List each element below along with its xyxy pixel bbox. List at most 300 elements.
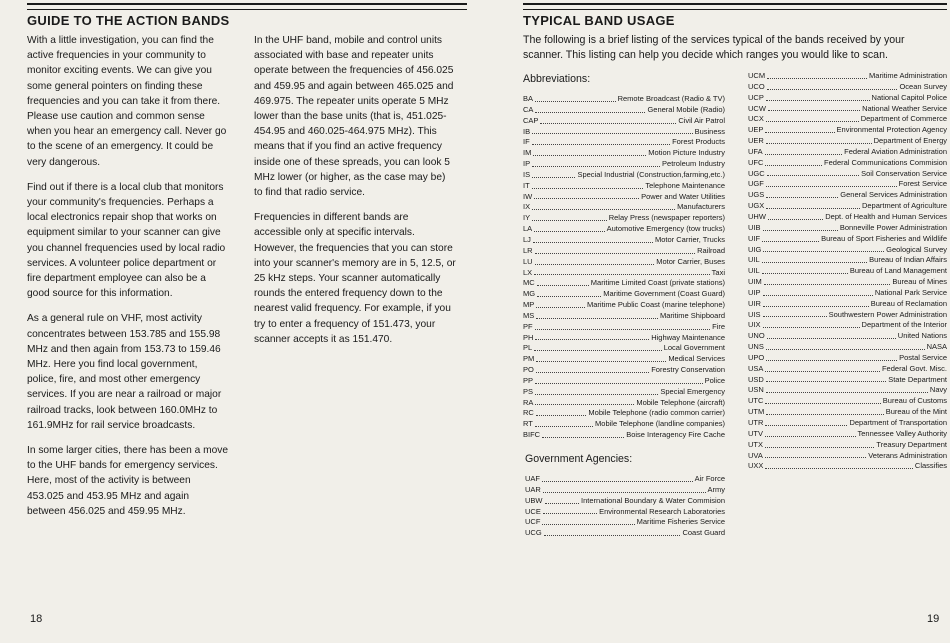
list-item <box>748 407 947 418</box>
abbreviation-description: Special Emergency <box>660 386 725 396</box>
abbreviation-code: UCG <box>525 528 542 538</box>
abbreviation-code: UCW <box>748 103 766 113</box>
leader-dots <box>532 181 644 189</box>
leader-dots <box>767 331 896 339</box>
leader-dots <box>542 474 693 482</box>
list-item <box>523 137 725 148</box>
abbreviation-code: MP <box>523 300 535 310</box>
abbreviation-code: IY <box>523 213 531 223</box>
abbreviation-code: UCF <box>525 517 541 527</box>
abbreviation-description: Tennessee Valley Authority <box>857 428 947 438</box>
list-item <box>748 169 947 180</box>
list-item <box>748 288 947 299</box>
leader-dots <box>536 300 585 308</box>
leader-dots <box>765 440 874 448</box>
leader-dots <box>536 311 658 319</box>
abbreviation-description: State Department <box>888 374 947 384</box>
leader-dots <box>535 398 634 406</box>
list-item <box>523 333 725 344</box>
page-title: TYPICAL BAND USAGE <box>523 13 675 28</box>
leader-dots <box>536 365 649 373</box>
paragraph: In the UHF band, mobile and control units associated with base and repeater units operate between the frequencies of 456.025 and 459.95 and again between 465.025 and 469.975. The repeater units operate 5 MHz lower than the base units (that is, 451.025-454.95 and 460.025-464.975 MHz). This means that if you find an active frequency inside one of these spreads, you can look 5 MHz lower (or higher, as the case may be) to find that radio service. <box>254 35 454 199</box>
abbreviation-code: LX <box>523 267 533 277</box>
abbreviation-description: Motion Picture Industry <box>648 148 725 158</box>
abbreviation-code: USA <box>748 363 764 373</box>
list-item <box>748 234 947 245</box>
abbreviation-description: Environmental Protection Agency <box>836 125 947 135</box>
abbreviation-code: RT <box>523 419 533 429</box>
abbreviation-code: UNS <box>748 342 764 352</box>
left-column-2 <box>254 33 456 357</box>
page-title: GUIDE TO THE ACTION BANDS <box>27 13 230 28</box>
list-item <box>748 82 947 93</box>
leader-dots <box>535 376 703 384</box>
abbreviation-code: USN <box>748 385 764 395</box>
list-item <box>748 125 947 136</box>
list-item <box>523 181 725 192</box>
list-item <box>523 159 725 170</box>
abbreviation-code: LJ <box>523 234 531 244</box>
leader-dots <box>537 278 589 286</box>
abbreviation-code: CAP <box>523 115 539 125</box>
leader-dots <box>763 310 827 318</box>
list-item <box>523 105 725 116</box>
list-item <box>748 71 947 82</box>
list-item <box>748 299 947 310</box>
list-item <box>525 517 725 528</box>
abbreviation-description: Boise Interagency Fire Cache <box>626 430 725 440</box>
list-item <box>523 311 725 322</box>
intro-text: The following is a brief listing of the services typical of the bands received by your scanner. This listing can help you decide which ranges you would like to scan. <box>523 34 905 61</box>
paragraph: As a general rule on VHF, most activity concentrates between 153.785 and 155.98 MHz and then again from 153.73 to 159.46 MHz. Here you find local government, police, fire, and most other emergency services. If you are near a railroad or major railroad tracks, look between 160.0MHz to 161.9MHz for rail service broadcasts. <box>27 313 222 431</box>
abbreviation-code: UIR <box>748 298 761 308</box>
leader-dots <box>533 148 646 156</box>
leader-dots <box>543 485 706 493</box>
abbreviation-code: UFC <box>748 157 764 167</box>
leader-dots <box>542 430 624 438</box>
abbreviation-description: Police <box>704 375 725 385</box>
abbreviation-description: Railroad <box>697 245 725 255</box>
list-item <box>748 136 947 147</box>
abbreviation-description: Medical Services <box>668 354 725 364</box>
abbreviation-code: IT <box>523 180 530 190</box>
abbreviation-description: United Nations <box>897 331 947 341</box>
top-rule-thin <box>27 9 467 10</box>
abbreviation-code: PF <box>523 321 533 331</box>
list-item <box>523 268 725 279</box>
leader-dots <box>543 507 597 515</box>
abbreviation-code: IS <box>523 169 531 179</box>
abbreviation-description: Department of Transportation <box>849 418 947 427</box>
abbreviation-code: UIF <box>748 233 761 243</box>
abbreviation-description: Postal Service <box>899 352 947 362</box>
list-item <box>523 354 725 365</box>
leader-dots <box>765 451 866 459</box>
abbreviation-code: IW <box>523 191 533 201</box>
abbreviation-description: Power and Water Utilities <box>641 191 725 201</box>
abbreviation-code: UIL <box>748 255 760 265</box>
list-item <box>748 331 947 342</box>
leader-dots <box>532 213 607 221</box>
abbreviation-code: UCP <box>748 92 764 102</box>
abbreviation-description: Air Force <box>694 474 725 483</box>
abbreviation-description: Remote Broadcast (Radio & TV) <box>617 94 725 103</box>
leader-dots <box>535 246 695 254</box>
leader-dots <box>763 299 869 307</box>
abbreviation-description: Geological Survey <box>886 244 947 254</box>
abbreviation-code: UTR <box>748 418 764 427</box>
list-item <box>748 190 947 201</box>
abbreviation-code: UIS <box>748 309 761 319</box>
list-item <box>523 127 725 138</box>
leader-dots <box>534 192 639 200</box>
abbreviation-description: Army <box>707 484 725 494</box>
list-item <box>523 289 725 300</box>
leader-dots <box>762 255 867 263</box>
leader-dots <box>767 71 867 79</box>
paragraph: Find out if there is a local club that monitors your community's frequencies. Perhaps a local electronics repair shop that works on equipment similar to your scanner can give you channel frequencies used by local radio services. A volunteer police department or fire department employee can also be a good source for this information. <box>27 181 226 300</box>
list-item <box>748 364 947 375</box>
list-item <box>748 158 947 169</box>
paragraph: Frequencies in different bands are accessible only at specific intervals. However, the frequencies that you can store into your scanner's memory are in 5, 12.5, or 25 kHz steps. Your scanner automatically rounds the entered frequency down to the nearest valid frequency. For example, if you try to enter a frequency of 151.473, your scanner accepts it as 151.470. <box>254 212 456 345</box>
leader-dots <box>765 461 912 469</box>
list-item <box>748 396 947 407</box>
leader-dots <box>767 82 898 90</box>
list-item <box>523 430 725 441</box>
list-item <box>748 147 947 158</box>
leader-dots <box>535 94 616 102</box>
abbreviation-description: Maritime Limited Coast (private stations) <box>590 278 725 288</box>
leader-dots <box>765 158 822 166</box>
list-item <box>748 223 947 234</box>
abbreviation-code: UER <box>748 136 764 146</box>
abbreviation-description: Dept. of Health and Human Services <box>825 211 947 221</box>
abbreviation-description: Mobile Telephone (landline companies) <box>595 419 725 429</box>
list-item <box>525 528 725 539</box>
abbreviation-description: Special Industrial (Construction,farming,etc.) <box>577 169 725 179</box>
abbreviation-code: PP <box>523 375 534 385</box>
abbreviation-code: UTM <box>748 407 765 417</box>
list-item <box>523 408 725 419</box>
leader-dots <box>763 245 884 253</box>
abbreviation-description: Navy <box>929 385 947 395</box>
list-item <box>748 353 947 364</box>
list-item <box>523 300 725 311</box>
leader-dots <box>763 223 838 231</box>
abbreviation-description: Veterans Administration <box>868 450 947 460</box>
abbreviation-description: Business <box>694 126 725 136</box>
abbreviation-description: Petroleum Industry <box>662 159 725 169</box>
abbreviation-code: MS <box>523 310 535 320</box>
list-item <box>523 257 725 268</box>
abbreviation-code: IF <box>523 137 530 147</box>
leader-dots <box>532 127 692 135</box>
abbreviation-description: Bureau of Reclamation <box>870 298 947 308</box>
list-item <box>748 245 947 256</box>
leader-dots <box>536 354 666 362</box>
list-item <box>523 376 725 387</box>
abbreviation-description: National Weather Service <box>862 103 947 113</box>
abbreviation-description: Department of the Interior <box>861 320 947 330</box>
list-item <box>523 202 725 213</box>
leader-dots <box>766 201 860 209</box>
abbreviation-code: UCO <box>748 81 765 91</box>
right-page <box>475 0 950 643</box>
abbreviation-description: Mobile Telephone (radio common carrier) <box>588 408 725 418</box>
abbreviations-list <box>523 94 725 441</box>
leader-dots <box>766 136 872 144</box>
abbreviation-description: National Park Service <box>874 287 947 297</box>
list-item <box>748 266 947 277</box>
leader-dots <box>532 137 670 145</box>
abbreviation-code: UGX <box>748 201 765 211</box>
abbreviation-code: PH <box>523 332 534 342</box>
list-item <box>523 322 725 333</box>
abbreviation-description: Manufacturers <box>677 202 725 212</box>
abbreviation-description: Bureau of Indian Affairs <box>869 255 947 265</box>
leader-dots <box>540 116 676 124</box>
abbreviation-description: Coast Guard <box>682 528 725 538</box>
list-item <box>748 104 947 115</box>
abbreviation-code: UIM <box>748 277 762 287</box>
list-item <box>748 451 947 462</box>
leader-dots <box>535 387 658 395</box>
abbreviation-code: RA <box>523 397 534 407</box>
leader-dots <box>535 419 593 427</box>
abbreviation-code: CA <box>523 104 534 114</box>
leader-dots <box>765 396 880 404</box>
top-rule-thin <box>523 9 947 10</box>
abbreviation-description: Telephone Maintenance <box>645 180 725 190</box>
list-item <box>748 418 947 429</box>
abbreviation-description: Maritime Administration <box>869 71 947 80</box>
leader-dots <box>532 202 675 210</box>
list-item <box>748 201 947 212</box>
list-item <box>523 192 725 203</box>
list-item <box>523 246 725 257</box>
leader-dots <box>532 159 660 167</box>
list-item <box>523 94 725 105</box>
abbreviation-code: IP <box>523 159 531 169</box>
abbreviation-code: UFA <box>748 146 763 156</box>
abbreviation-description: Federal Govt. Misc. <box>881 363 947 373</box>
list-item <box>748 461 947 472</box>
abbreviation-description: Bureau of Land Management <box>849 266 947 276</box>
abbreviation-code: UTV <box>748 428 763 438</box>
list-item <box>523 278 725 289</box>
abbreviation-code: UCM <box>748 71 766 80</box>
abbreviation-code: UGS <box>748 190 765 200</box>
list-item <box>748 440 947 451</box>
leader-dots <box>766 342 925 350</box>
leader-dots <box>542 517 634 525</box>
abbreviation-description: Department of Energy <box>873 136 947 146</box>
abbreviation-code: UNO <box>748 331 765 341</box>
leader-dots <box>765 147 843 155</box>
abbreviation-description: Relay Press (newspaper reporters) <box>608 213 725 223</box>
abbreviation-code: UVA <box>748 450 763 460</box>
leader-dots <box>537 289 601 297</box>
leader-dots <box>535 333 649 341</box>
leader-dots <box>535 105 645 113</box>
abbreviation-code: UIP <box>748 287 761 297</box>
abbreviation-description: Ocean Survey <box>899 81 947 91</box>
list-item <box>523 398 725 409</box>
leader-dots <box>534 224 604 232</box>
government-heading: Government Agencies: <box>525 453 633 465</box>
abbreviation-code: USD <box>748 374 764 384</box>
list-item <box>523 419 725 430</box>
abbreviation-description: Federal Communications Commision <box>824 157 947 167</box>
abbreviation-code: UAF <box>525 474 540 483</box>
list-item <box>523 235 725 246</box>
abbreviation-description: Mobile Telephone (aircraft) <box>636 397 725 407</box>
abbreviation-code: UTC <box>748 396 764 406</box>
leader-dots <box>764 277 891 285</box>
leader-dots <box>535 257 655 265</box>
abbreviation-code: PL <box>523 343 533 353</box>
leader-dots <box>762 266 848 274</box>
abbreviation-description: Environmental Research Laboratories <box>599 506 725 516</box>
leader-dots <box>768 212 823 220</box>
list-item <box>523 116 725 127</box>
abbreviation-description: Bureau of Mines <box>892 277 947 287</box>
abbreviation-description: Forest Service <box>898 179 947 189</box>
list-item <box>748 179 947 190</box>
leader-dots <box>767 169 859 177</box>
list-item <box>748 320 947 331</box>
abbreviation-code: UBW <box>525 495 543 505</box>
government-list <box>525 474 725 539</box>
leader-dots <box>766 407 883 415</box>
abbreviation-code: BIFC <box>523 430 541 440</box>
list-item <box>523 224 725 235</box>
abbreviation-description: Maritime Public Coast (marine telephone) <box>587 300 725 310</box>
list-item <box>523 213 725 224</box>
abbreviation-description: International Boundary & Water Commision <box>581 495 725 505</box>
abbreviation-description: Forestry Conservation <box>651 365 725 375</box>
abbreviation-code: UAR <box>525 484 541 494</box>
list-item <box>748 310 947 321</box>
abbreviation-description: Motor Carrier, Trucks <box>654 234 725 244</box>
abbreviation-description: Department of Commerce <box>860 114 947 124</box>
abbreviation-description: Civil Air Patrol <box>678 115 725 125</box>
paragraph: With a little investigation, you can find the active frequencies in your community to monitor exciting events. We can give you some general pointers on finding these frequencies and you can take it from there. Please use caution and common sense when you hear an emergency call. Never go to the scene of an emergency. It could be very dangerous. <box>27 35 227 168</box>
abbreviation-code: IM <box>523 148 532 158</box>
abbreviation-description: Maritime Shipboard <box>659 310 725 320</box>
abbreviation-code: UIX <box>748 320 761 330</box>
abbreviation-description: Bureau of Sport Fisheries and Wildlife <box>821 233 947 243</box>
leader-dots <box>532 170 575 178</box>
leader-dots <box>535 322 710 330</box>
leader-dots <box>534 268 709 276</box>
abbreviation-code: PO <box>523 365 534 375</box>
abbreviation-code: LA <box>523 224 533 234</box>
list-item <box>748 429 947 440</box>
abbreviation-code: MG <box>523 289 536 299</box>
abbreviation-description: Federal Aviation Administration <box>844 146 947 156</box>
abbreviation-description: NASA <box>926 342 947 352</box>
list-item <box>748 375 947 386</box>
abbreviation-code: PS <box>523 386 534 396</box>
leader-dots <box>762 234 819 242</box>
abbreviation-code: UPO <box>748 352 765 362</box>
leader-dots <box>545 496 580 504</box>
leader-dots <box>766 353 897 361</box>
top-rule <box>27 3 467 5</box>
leader-dots <box>766 385 928 393</box>
abbreviation-description: Department of Agriculture <box>861 201 947 211</box>
paragraph: In some larger cities, there has been a move to the UHF bands for emergency services. Here, most of the activity is between 453.025 and 453.95 MHz and again between 456.025 and 459.95 MHz. <box>27 445 229 517</box>
page-number: 19 <box>927 613 940 625</box>
leader-dots <box>765 429 856 437</box>
list-item <box>748 277 947 288</box>
abbreviation-code: RC <box>523 408 534 418</box>
abbreviation-description: Fire <box>712 321 725 331</box>
abbreviation-code: LR <box>523 245 533 255</box>
list-item <box>523 387 725 398</box>
abbreviation-description: National Capitol Police <box>871 92 947 102</box>
list-item <box>748 385 947 396</box>
left-column-1 <box>27 33 229 529</box>
abbreviation-description: Maritime Fisheries Service <box>636 517 725 527</box>
abbreviation-code: IX <box>523 202 531 212</box>
leader-dots <box>766 93 870 101</box>
agency-list <box>748 71 947 472</box>
abbreviation-code: UIB <box>748 222 761 232</box>
abbreviation-code: UEP <box>748 125 764 135</box>
abbreviation-description: Automotive Emergency (tow trucks) <box>606 224 725 234</box>
abbreviation-code: LU <box>523 256 533 266</box>
abbreviation-description: Southwestern Power Administration <box>828 309 947 319</box>
abbreviation-description: Soil Conservation Service <box>861 168 947 178</box>
abbreviation-description: General Services Administration <box>840 190 947 200</box>
leader-dots <box>766 190 838 198</box>
abbreviation-code: PM <box>523 354 535 364</box>
abbreviation-description: Forest Products <box>672 137 725 147</box>
leader-dots <box>763 288 873 296</box>
abbreviation-description: Taxi <box>711 267 725 277</box>
list-item <box>523 170 725 181</box>
list-item <box>748 342 947 353</box>
leader-dots <box>766 179 897 187</box>
abbreviation-code: UCE <box>525 506 541 516</box>
leader-dots <box>766 375 886 383</box>
leader-dots <box>768 104 860 112</box>
abbreviation-description: General Mobile (Radio) <box>647 104 725 114</box>
leader-dots <box>544 528 681 536</box>
abbreviation-description: Highway Maintenance <box>651 332 725 342</box>
abbreviation-code: UHW <box>748 211 766 221</box>
abbreviation-code: MC <box>523 278 535 288</box>
list-item <box>523 148 725 159</box>
page-number: 18 <box>30 613 43 625</box>
leader-dots <box>763 320 860 328</box>
list-item <box>525 474 725 485</box>
leader-dots <box>765 125 834 133</box>
leader-dots <box>765 418 847 426</box>
abbreviation-description: Bonneville Power Administration <box>839 222 947 232</box>
leader-dots <box>766 114 859 122</box>
abbreviation-description: Bureau of Customs <box>882 396 947 406</box>
abbreviation-description: Local Government <box>663 343 725 353</box>
list-item <box>748 255 947 266</box>
abbreviation-code: UTX <box>748 439 763 449</box>
leader-dots <box>533 235 653 243</box>
abbreviation-code: UCX <box>748 114 764 124</box>
list-item <box>525 485 725 496</box>
abbreviations-heading: Abbreviations: <box>523 73 591 85</box>
